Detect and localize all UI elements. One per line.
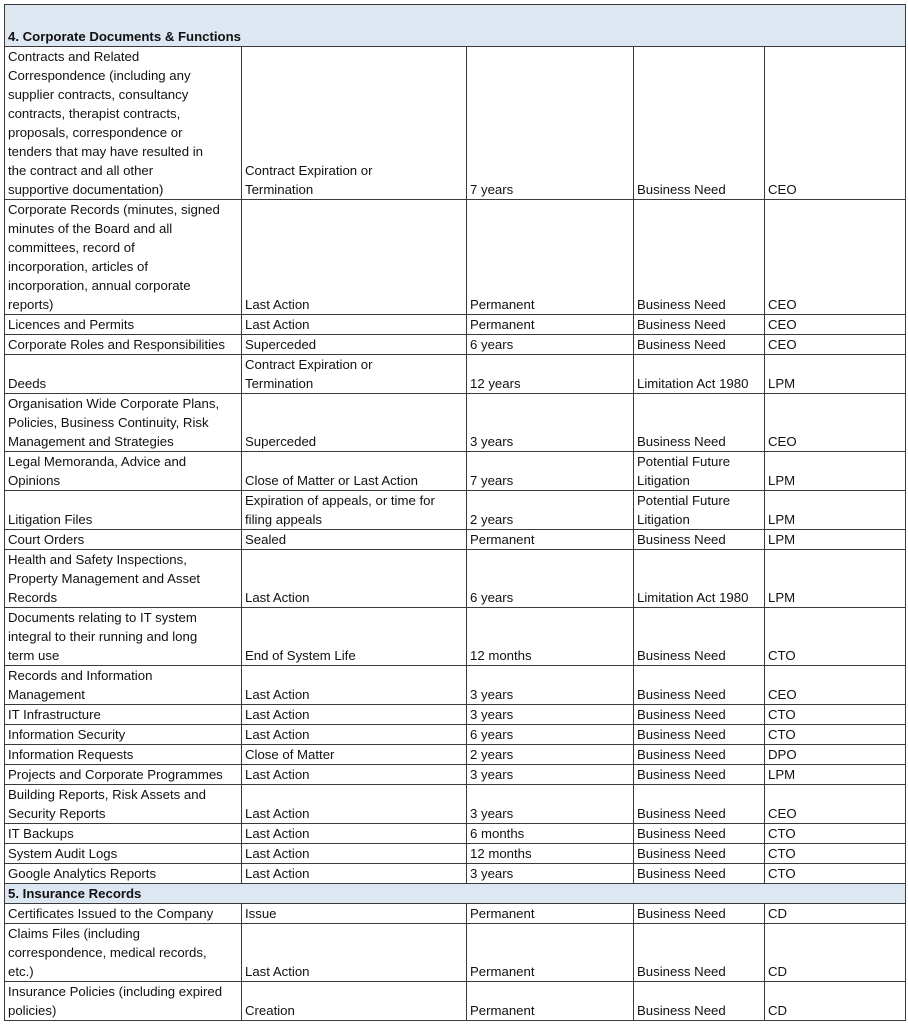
cell-reason: Limitation Act 1980 bbox=[634, 355, 765, 394]
cell-owner: CEO bbox=[765, 785, 906, 824]
cell-trigger: Last Action bbox=[242, 315, 467, 335]
table-row bbox=[5, 394, 906, 452]
cell-owner: CEO bbox=[765, 200, 906, 315]
cell-trigger: Creation bbox=[242, 982, 467, 1021]
cell-record: Information Requests bbox=[5, 745, 242, 765]
cell-owner: LPM bbox=[765, 452, 906, 491]
section-header-row bbox=[5, 5, 906, 47]
cell-record: Projects and Corporate Programmes bbox=[5, 765, 242, 785]
table-row bbox=[5, 982, 906, 1021]
cell-record: Court Orders bbox=[5, 530, 242, 550]
cell-owner: LPM bbox=[765, 550, 906, 608]
table-row bbox=[5, 491, 906, 530]
table-row bbox=[5, 608, 906, 666]
cell-trigger: Last Action bbox=[242, 200, 467, 315]
cell-record: Documents relating to IT system integral to their running and long term use bbox=[5, 608, 242, 666]
cell-period: Permanent bbox=[467, 904, 634, 924]
table-row bbox=[5, 844, 906, 864]
cell-owner: CD bbox=[765, 904, 906, 924]
table-row bbox=[5, 200, 906, 315]
cell-reason: Limitation Act 1980 bbox=[634, 550, 765, 608]
cell-period: 3 years bbox=[467, 394, 634, 452]
cell-period: 3 years bbox=[467, 785, 634, 824]
cell-reason: Business Need bbox=[634, 705, 765, 725]
cell-trigger: Last Action bbox=[242, 705, 467, 725]
cell-trigger: Last Action bbox=[242, 765, 467, 785]
cell-owner: CTO bbox=[765, 725, 906, 745]
cell-reason: Business Need bbox=[634, 725, 765, 745]
cell-record: Records and Information Management bbox=[5, 666, 242, 705]
cell-trigger: Last Action bbox=[242, 824, 467, 844]
retention-schedule-table bbox=[4, 4, 906, 1021]
cell-period: 3 years bbox=[467, 864, 634, 884]
cell-reason: Business Need bbox=[634, 608, 765, 666]
cell-owner: CEO bbox=[765, 335, 906, 355]
table-row bbox=[5, 725, 906, 745]
cell-record: Licences and Permits bbox=[5, 315, 242, 335]
cell-record: Building Reports, Risk Assets and Security Reports bbox=[5, 785, 242, 824]
cell-owner: LPM bbox=[765, 355, 906, 394]
cell-period: 6 years bbox=[467, 725, 634, 745]
table-row bbox=[5, 666, 906, 705]
cell-period: Permanent bbox=[467, 530, 634, 550]
table-row bbox=[5, 864, 906, 884]
cell-reason: Business Need bbox=[634, 394, 765, 452]
cell-record: Legal Memoranda, Advice and Opinions bbox=[5, 452, 242, 491]
cell-period: 12 years bbox=[467, 355, 634, 394]
table-row bbox=[5, 824, 906, 844]
cell-owner: CTO bbox=[765, 824, 906, 844]
cell-trigger: End of System Life bbox=[242, 608, 467, 666]
table-row bbox=[5, 452, 906, 491]
cell-reason: Business Need bbox=[634, 982, 765, 1021]
section-header-row bbox=[5, 884, 906, 904]
cell-reason: Business Need bbox=[634, 765, 765, 785]
cell-trigger: Contract Expiration or Termination bbox=[242, 47, 467, 200]
cell-period: 12 months bbox=[467, 608, 634, 666]
table-row bbox=[5, 705, 906, 725]
cell-period: 3 years bbox=[467, 666, 634, 705]
cell-record: Google Analytics Reports bbox=[5, 864, 242, 884]
cell-trigger: Contract Expiration or Termination bbox=[242, 355, 467, 394]
cell-period: Permanent bbox=[467, 315, 634, 335]
cell-period: 3 years bbox=[467, 705, 634, 725]
cell-trigger: Last Action bbox=[242, 666, 467, 705]
cell-period: 6 years bbox=[467, 550, 634, 608]
cell-record: Certificates Issued to the Company bbox=[5, 904, 242, 924]
table-row bbox=[5, 550, 906, 608]
section-title: 5. Insurance Records bbox=[5, 884, 906, 904]
cell-reason: Business Need bbox=[634, 864, 765, 884]
cell-period: Permanent bbox=[467, 982, 634, 1021]
table-row bbox=[5, 924, 906, 982]
cell-period: 6 months bbox=[467, 824, 634, 844]
cell-reason: Business Need bbox=[634, 666, 765, 705]
cell-trigger: Last Action bbox=[242, 725, 467, 745]
cell-period: 7 years bbox=[467, 47, 634, 200]
cell-reason: Business Need bbox=[634, 200, 765, 315]
cell-owner: LPM bbox=[765, 530, 906, 550]
cell-record: Contracts and Related Correspondence (including any supplier contracts, consultancy contracts, therapist contracts, proposals, correspondence or tenders that may have resulted in the contract and all other supportive documentation) bbox=[5, 47, 242, 200]
cell-record: Deeds bbox=[5, 355, 242, 394]
cell-owner: CEO bbox=[765, 394, 906, 452]
cell-record: System Audit Logs bbox=[5, 844, 242, 864]
cell-trigger: Last Action bbox=[242, 785, 467, 824]
cell-reason: Business Need bbox=[634, 315, 765, 335]
cell-owner: LPM bbox=[765, 491, 906, 530]
cell-trigger: Close of Matter bbox=[242, 745, 467, 765]
cell-period: 2 years bbox=[467, 745, 634, 765]
cell-record: Insurance Policies (including expired policies) bbox=[5, 982, 242, 1021]
cell-record: Organisation Wide Corporate Plans, Policies, Business Continuity, Risk Management and Strategies bbox=[5, 394, 242, 452]
cell-reason: Business Need bbox=[634, 335, 765, 355]
cell-record: Corporate Roles and Responsibilities bbox=[5, 335, 242, 355]
cell-reason: Business Need bbox=[634, 530, 765, 550]
cell-trigger: Expiration of appeals, or time for filing appeals bbox=[242, 491, 467, 530]
cell-owner: CEO bbox=[765, 666, 906, 705]
cell-reason: Business Need bbox=[634, 924, 765, 982]
cell-trigger: Close of Matter or Last Action bbox=[242, 452, 467, 491]
cell-owner: CEO bbox=[765, 315, 906, 335]
table-row bbox=[5, 335, 906, 355]
table-row bbox=[5, 315, 906, 335]
cell-record: Information Security bbox=[5, 725, 242, 745]
cell-reason: Business Need bbox=[634, 904, 765, 924]
cell-trigger: Last Action bbox=[242, 924, 467, 982]
cell-reason: Business Need bbox=[634, 785, 765, 824]
cell-record: Corporate Records (minutes, signed minutes of the Board and all committees, record of incorporation, articles of incorporation, annual corporate reports) bbox=[5, 200, 242, 315]
cell-reason: Business Need bbox=[634, 844, 765, 864]
table-row bbox=[5, 765, 906, 785]
cell-record: IT Backups bbox=[5, 824, 242, 844]
cell-trigger: Last Action bbox=[242, 550, 467, 608]
cell-record: Health and Safety Inspections, Property Management and Asset Records bbox=[5, 550, 242, 608]
cell-trigger: Superceded bbox=[242, 335, 467, 355]
table-row bbox=[5, 355, 906, 394]
cell-trigger: Sealed bbox=[242, 530, 467, 550]
cell-reason: Business Need bbox=[634, 47, 765, 200]
cell-reason: Potential Future Litigation bbox=[634, 452, 765, 491]
cell-period: 2 years bbox=[467, 491, 634, 530]
cell-period: 3 years bbox=[467, 765, 634, 785]
table-row bbox=[5, 47, 906, 200]
table-body bbox=[5, 5, 906, 1021]
cell-period: Permanent bbox=[467, 200, 634, 315]
cell-reason: Business Need bbox=[634, 745, 765, 765]
cell-record: Claims Files (including correspondence, medical records, etc.) bbox=[5, 924, 242, 982]
cell-trigger: Last Action bbox=[242, 844, 467, 864]
cell-trigger: Last Action bbox=[242, 864, 467, 884]
cell-reason: Business Need bbox=[634, 824, 765, 844]
cell-owner: CTO bbox=[765, 705, 906, 725]
cell-owner: LPM bbox=[765, 765, 906, 785]
cell-owner: DPO bbox=[765, 745, 906, 765]
table-row bbox=[5, 745, 906, 765]
cell-record: Litigation Files bbox=[5, 491, 242, 530]
section-title: 4. Corporate Documents & Functions bbox=[5, 5, 906, 47]
cell-trigger: Superceded bbox=[242, 394, 467, 452]
cell-reason: Potential Future Litigation bbox=[634, 491, 765, 530]
cell-owner: CD bbox=[765, 924, 906, 982]
cell-owner: CEO bbox=[765, 47, 906, 200]
cell-owner: CTO bbox=[765, 608, 906, 666]
cell-trigger: Issue bbox=[242, 904, 467, 924]
cell-owner: CTO bbox=[765, 864, 906, 884]
cell-period: 7 years bbox=[467, 452, 634, 491]
cell-record: IT Infrastructure bbox=[5, 705, 242, 725]
cell-period: 12 months bbox=[467, 844, 634, 864]
cell-owner: CD bbox=[765, 982, 906, 1021]
cell-period: 6 years bbox=[467, 335, 634, 355]
cell-owner: CTO bbox=[765, 844, 906, 864]
cell-period: Permanent bbox=[467, 924, 634, 982]
table-row bbox=[5, 904, 906, 924]
table-row bbox=[5, 785, 906, 824]
table-row bbox=[5, 530, 906, 550]
